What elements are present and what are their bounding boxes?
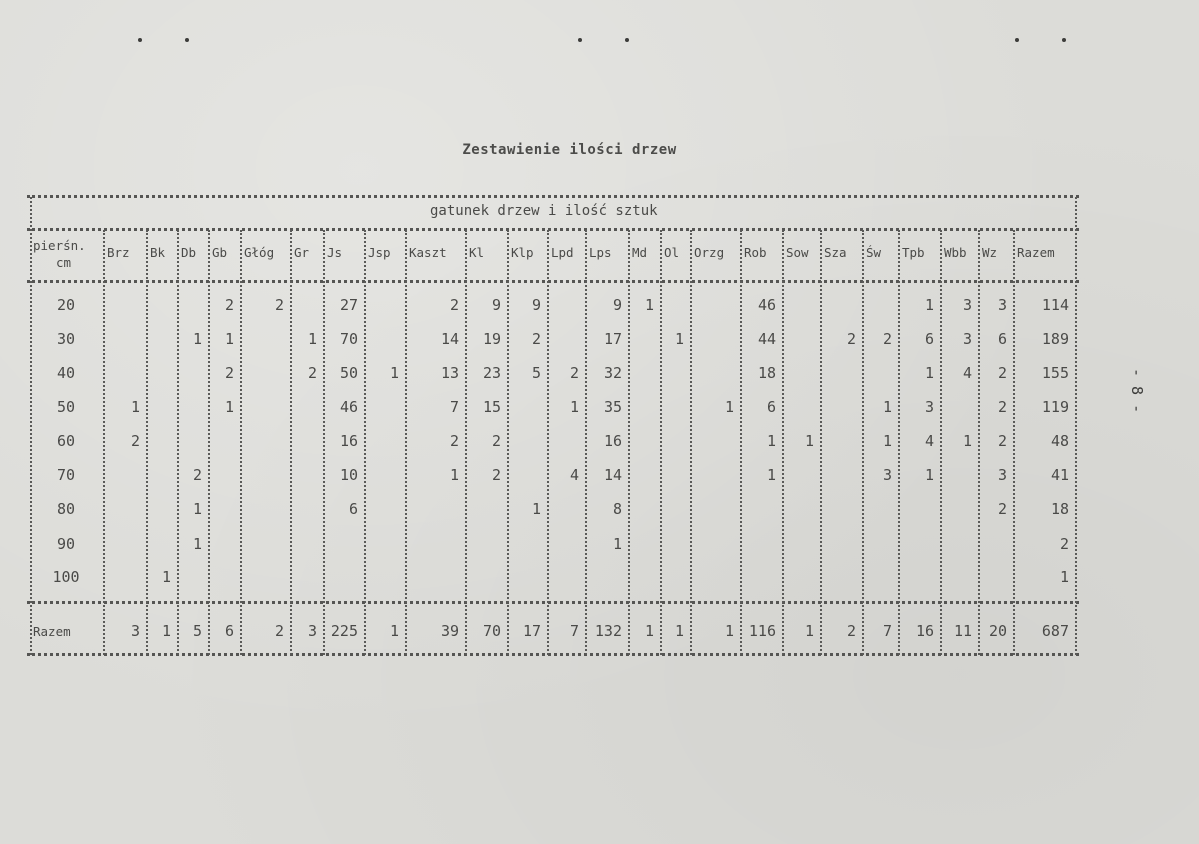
- table-cell: 155: [1041, 364, 1069, 382]
- total-cell: 132: [594, 622, 622, 640]
- column-header-tpb: Tpb: [902, 245, 925, 260]
- column-header-kaszt: Kaszt: [409, 245, 447, 260]
- table-cell: 2: [569, 364, 579, 382]
- total-cell: 687: [1041, 622, 1069, 640]
- column-header-rob: Rob: [744, 245, 767, 260]
- row-label: 60: [56, 432, 76, 450]
- table-cell: 1: [161, 568, 171, 586]
- table-cell: 23: [482, 364, 501, 382]
- table-cell: 2: [997, 432, 1007, 450]
- table-cell: 1: [224, 398, 234, 416]
- total-cell: 1: [644, 622, 654, 640]
- table-cell: 32: [603, 364, 622, 382]
- table-cell: 17: [603, 330, 622, 348]
- column-separator: [740, 230, 742, 655]
- row-label: 90: [56, 535, 76, 553]
- total-cell: 1: [804, 622, 814, 640]
- column-header-klp: Klp: [511, 245, 534, 260]
- column-separator: [898, 230, 900, 655]
- table-cell: 46: [757, 296, 776, 314]
- column-header-db: Db: [181, 245, 197, 260]
- table-cell: 35: [603, 398, 622, 416]
- column-separator: [862, 230, 864, 655]
- column-header-js: Js: [327, 245, 343, 260]
- column-separator: [660, 230, 662, 655]
- column-header-orzg: Orzg: [694, 245, 725, 260]
- total-cell: 2: [846, 622, 856, 640]
- table-cell: 1: [882, 432, 892, 450]
- column-header-lpd: Lpd: [551, 245, 574, 260]
- column-separator: [465, 230, 467, 655]
- table-cell: 3: [882, 466, 892, 484]
- column-separator: [240, 230, 242, 655]
- table-cell: 2: [192, 466, 202, 484]
- table-rule: [27, 195, 1079, 198]
- table-cell: 9: [612, 296, 622, 314]
- table-cell: 4: [962, 364, 972, 382]
- table-cell: 1: [307, 330, 317, 348]
- column-header-sow: Sow: [786, 245, 809, 260]
- table-cell: 1: [449, 466, 459, 484]
- table-cell: 46: [339, 398, 358, 416]
- column-separator: [978, 230, 980, 655]
- column-separator: [690, 230, 692, 655]
- table-cell: 189: [1041, 330, 1069, 348]
- column-separator: [103, 230, 105, 655]
- table-cell: 2: [449, 432, 459, 450]
- table-cell: 2: [531, 330, 541, 348]
- total-cell: 7: [882, 622, 892, 640]
- table-cell: 1: [724, 398, 734, 416]
- column-header-brz: Brz: [107, 245, 130, 260]
- row-label: 100: [52, 568, 80, 586]
- column-separator: [290, 230, 292, 655]
- column-header-gr: Gr: [294, 245, 310, 260]
- column-separator: [323, 230, 325, 655]
- total-cell: 1: [161, 622, 171, 640]
- table-rule: [27, 601, 1079, 604]
- column-header-wbb: Wbb: [944, 245, 967, 260]
- table-cell: 2: [1059, 535, 1069, 553]
- table-cell: 2: [997, 500, 1007, 518]
- punch-mark-dot: [625, 38, 629, 42]
- table-rule: [27, 280, 1079, 283]
- table-cell: 2: [307, 364, 317, 382]
- table-cell: 3: [962, 330, 972, 348]
- table-cell: 2: [491, 466, 501, 484]
- table-cell: 1: [882, 398, 892, 416]
- row-label: 50: [56, 398, 76, 416]
- column-header-md: Md: [632, 245, 648, 260]
- table-cell: 1: [1059, 568, 1069, 586]
- table-cell: 6: [924, 330, 934, 348]
- table-cell: 14: [440, 330, 459, 348]
- table-cell: 6: [766, 398, 776, 416]
- first-column-header: pierśn.: [33, 238, 86, 253]
- table-cell: 1: [644, 296, 654, 314]
- table-cell: 9: [491, 296, 501, 314]
- column-separator: [405, 230, 407, 655]
- table-cell: 14: [603, 466, 622, 484]
- table-cell: 13: [440, 364, 459, 382]
- column-header-wz: Wz: [982, 245, 998, 260]
- table-cell: 2: [224, 296, 234, 314]
- column-separator: [1075, 197, 1077, 655]
- total-cell: 1: [389, 622, 399, 640]
- column-header-lps: Lps: [589, 245, 612, 260]
- table-cell: 1: [962, 432, 972, 450]
- table-cell: 3: [962, 296, 972, 314]
- column-separator: [177, 230, 179, 655]
- table-cell: 2: [846, 330, 856, 348]
- row-label: 80: [56, 500, 76, 518]
- table-cell: 18: [757, 364, 776, 382]
- column-header-bk: Bk: [150, 245, 166, 260]
- table-cell: 114: [1041, 296, 1069, 314]
- table-cell: 5: [531, 364, 541, 382]
- table-cell: 1: [674, 330, 684, 348]
- table-cell: 2: [449, 296, 459, 314]
- total-row-label: Razem: [33, 624, 71, 639]
- column-separator: [146, 230, 148, 655]
- column-separator: [30, 197, 32, 655]
- table-cell: 119: [1041, 398, 1069, 416]
- table-cell: 10: [339, 466, 358, 484]
- table-cell: 1: [804, 432, 814, 450]
- column-separator: [585, 230, 587, 655]
- table-cell: 2: [491, 432, 501, 450]
- total-cell: 5: [192, 622, 202, 640]
- total-cell: 225: [330, 622, 358, 640]
- table-cell: 16: [603, 432, 622, 450]
- total-cell: 11: [953, 622, 972, 640]
- total-cell: 17: [522, 622, 541, 640]
- row-label: 30: [56, 330, 76, 348]
- table-cell: 3: [924, 398, 934, 416]
- column-header-jsp: Jsp: [368, 245, 391, 260]
- total-cell: 6: [224, 622, 234, 640]
- row-label: 70: [56, 466, 76, 484]
- total-cell: 3: [130, 622, 140, 640]
- total-cell: 2: [274, 622, 284, 640]
- table-cell: 3: [997, 466, 1007, 484]
- punch-mark-dot: [138, 38, 142, 42]
- column-separator: [208, 230, 210, 655]
- table-cell: 1: [924, 296, 934, 314]
- table-cell: 1: [130, 398, 140, 416]
- table-cell: 2: [224, 364, 234, 382]
- table-cell: 8: [612, 500, 622, 518]
- table-cell: 4: [569, 466, 579, 484]
- table-cell: 1: [192, 330, 202, 348]
- table-cell: 3: [997, 296, 1007, 314]
- total-cell: 3: [307, 622, 317, 640]
- punch-mark-dot: [1015, 38, 1019, 42]
- table-cell: 50: [339, 364, 358, 382]
- table-cell: 1: [924, 466, 934, 484]
- column-header-gb: Gb: [212, 245, 228, 260]
- table-cell: 48: [1050, 432, 1069, 450]
- row-label: 40: [56, 364, 76, 382]
- column-header-razem: Razem: [1017, 245, 1055, 260]
- column-header-św: Św: [866, 245, 882, 260]
- table-cell: 1: [224, 330, 234, 348]
- table-cell: 1: [389, 364, 399, 382]
- column-separator: [364, 230, 366, 655]
- column-header-ol: Ol: [664, 245, 680, 260]
- table-cell: 1: [192, 535, 202, 553]
- total-cell: 39: [440, 622, 459, 640]
- column-header-głóg: Głóg: [244, 245, 275, 260]
- total-cell: 20: [988, 622, 1007, 640]
- total-cell: 1: [674, 622, 684, 640]
- table-cell: 6: [348, 500, 358, 518]
- total-cell: 1: [724, 622, 734, 640]
- table-cell: 4: [924, 432, 934, 450]
- table-cell: 7: [449, 398, 459, 416]
- table-cell: 44: [757, 330, 776, 348]
- table-cell: 41: [1050, 466, 1069, 484]
- table-cell: 1: [612, 535, 622, 553]
- table-cell: 2: [997, 364, 1007, 382]
- table-cell: 2: [130, 432, 140, 450]
- page-title: Zestawienie ilości drzew: [462, 142, 677, 158]
- table-cell: 6: [997, 330, 1007, 348]
- table-cell: 19: [482, 330, 501, 348]
- punch-mark-dot: [1062, 38, 1066, 42]
- column-separator: [782, 230, 784, 655]
- row-label: 20: [56, 296, 76, 314]
- table-cell: 1: [192, 500, 202, 518]
- table-cell: 27: [339, 296, 358, 314]
- table-cell: 1: [766, 466, 776, 484]
- table-cell: 9: [531, 296, 541, 314]
- column-group-header: gatunek drzew i ilość sztuk: [430, 203, 658, 219]
- table-cell: 2: [882, 330, 892, 348]
- table-cell: 2: [274, 296, 284, 314]
- table-cell: 15: [482, 398, 501, 416]
- table-cell: 16: [339, 432, 358, 450]
- column-separator: [1013, 230, 1015, 655]
- column-separator: [547, 230, 549, 655]
- table-rule: [27, 228, 1079, 231]
- column-header-kl: Kl: [469, 245, 485, 260]
- first-column-unit: cm: [56, 255, 72, 270]
- table-cell: 18: [1050, 500, 1069, 518]
- total-cell: 16: [915, 622, 934, 640]
- column-header-sza: Sza: [824, 245, 847, 260]
- table-rule: [27, 653, 1079, 656]
- table-cell: 2: [997, 398, 1007, 416]
- table-cell: 1: [531, 500, 541, 518]
- table-cell: 1: [569, 398, 579, 416]
- total-cell: 116: [748, 622, 776, 640]
- column-separator: [628, 230, 630, 655]
- column-separator: [820, 230, 822, 655]
- column-separator: [507, 230, 509, 655]
- punch-mark-dot: [578, 38, 582, 42]
- total-cell: 70: [482, 622, 501, 640]
- table-cell: 1: [924, 364, 934, 382]
- page-number: - 8 -: [1128, 368, 1146, 414]
- punch-mark-dot: [185, 38, 189, 42]
- table-cell: 70: [339, 330, 358, 348]
- total-cell: 7: [569, 622, 579, 640]
- table-cell: 1: [766, 432, 776, 450]
- column-separator: [940, 230, 942, 655]
